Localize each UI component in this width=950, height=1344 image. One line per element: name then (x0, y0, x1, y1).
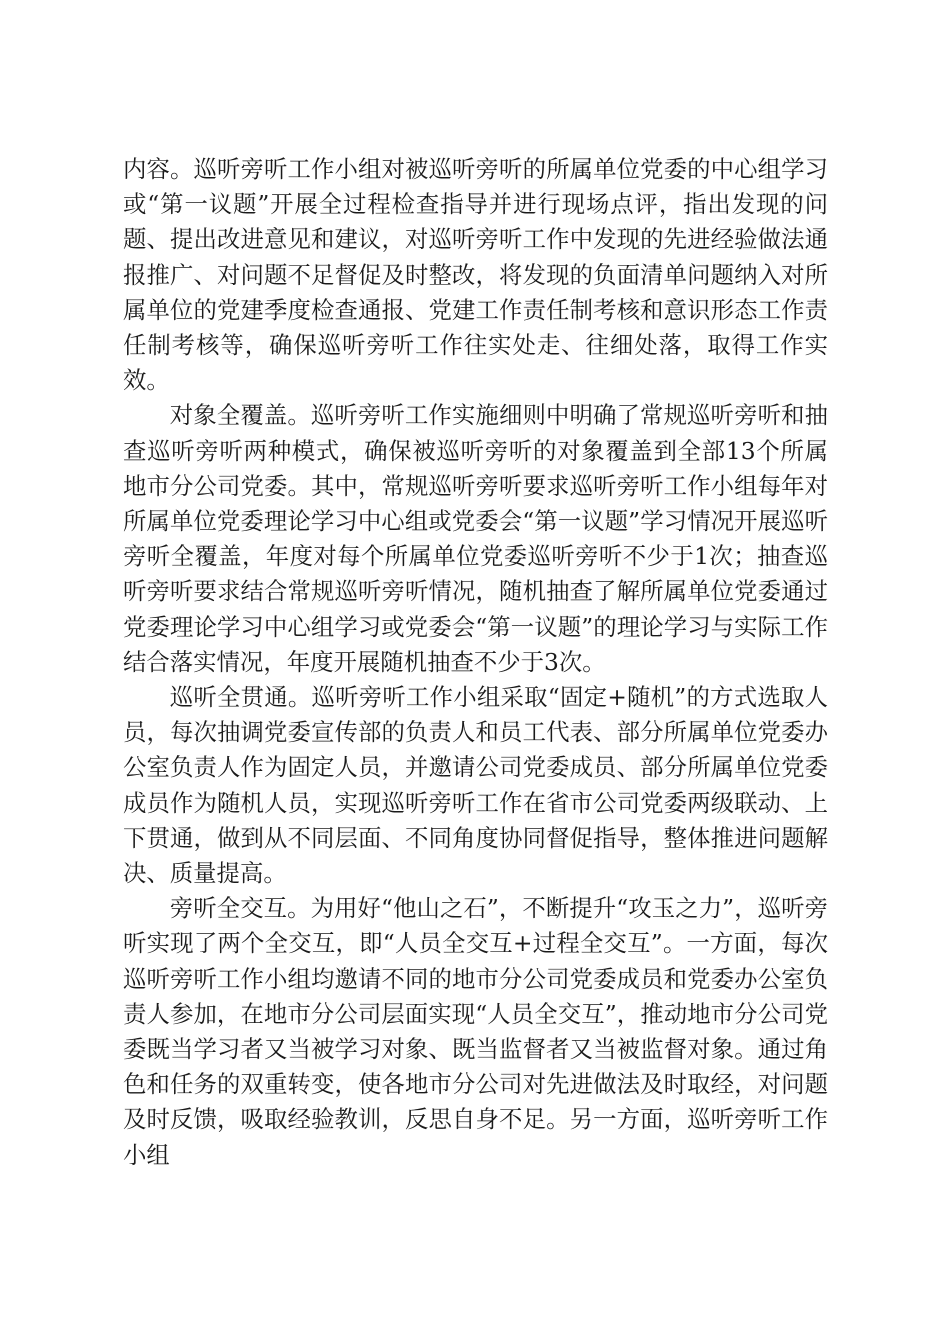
document-body (123, 152, 828, 1173)
paragraph-inspection-integration: 巡听全贯通。巡听旁听工作小组采取“固定+随机”的方式选取人员，每次抽调党委宣传部的负责人和员工代表、部分所属单位党委办公室负责人作为固定人员，并邀请公司党委成员、部分所属单位党委成员作为随机人员，实现巡听旁听工作在省市公司党委两级联动、上下贯通，做到从不同层面、不同角度协同督促指导，整体推进问题解决、质量提高。 (123, 683, 828, 888)
paragraph-continuation: 内容。巡听旁听工作小组对被巡听旁听的所属单位党委的中心组学习或“第一议题”开展全过程检查指导并进行现场点评，指出发现的问题、提出改进意见和建议，对巡听旁听工作中发现的先进经验做法通报推广、对问题不足督促及时整改，将发现的负面清单问题纳入对所属单位的党建季度检查通报、党建工作责任制考核和意识形态工作责任制考核等，确保巡听旁听工作往实处走、往细处落，取得工作实效。 (123, 155, 828, 395)
paragraph-object-coverage: 对象全覆盖。巡听旁听工作实施细则中明确了常规巡听旁听和抽查巡听旁听两种模式，确保被巡听旁听的对象覆盖到全部13个所属地市分公司党委。其中，常规巡听旁听要求巡听旁听工作小组每年对所属单位党委理论学习中心组或党委会“第一议题”学习情况开展巡听旁听全覆盖，年度对每个所属单位党委巡听旁听不少于1次；抽查巡听旁听要求结合常规巡听旁听情况，随机抽查了解所属单位党委通过党委理论学习中心组学习或党委会“第一议题”的理论学习与实际工作结合落实情况，年度开展随机抽查不少于3次。 (123, 401, 828, 676)
paragraph-listening-interaction: 旁听全交互。为用好“他山之石”，不断提升“攻玉之力”，巡听旁听实现了两个全交互，即“人员全交互+过程全交互”。一方面，每次巡听旁听工作小组均邀请不同的地市分公司党委成员和党委办公室负责人参加，在地市分公司层面实现“人员全交互”，推动地市分公司党委既当学习者又当被学习对象、既当监督者又当被监督对象。通过角色和任务的双重转变，使各地市分公司对先进做法及时取经，对问题及时反馈，吸取经验教训，反思自身不足。另一方面，巡听旁听工作小组 (123, 894, 828, 1169)
